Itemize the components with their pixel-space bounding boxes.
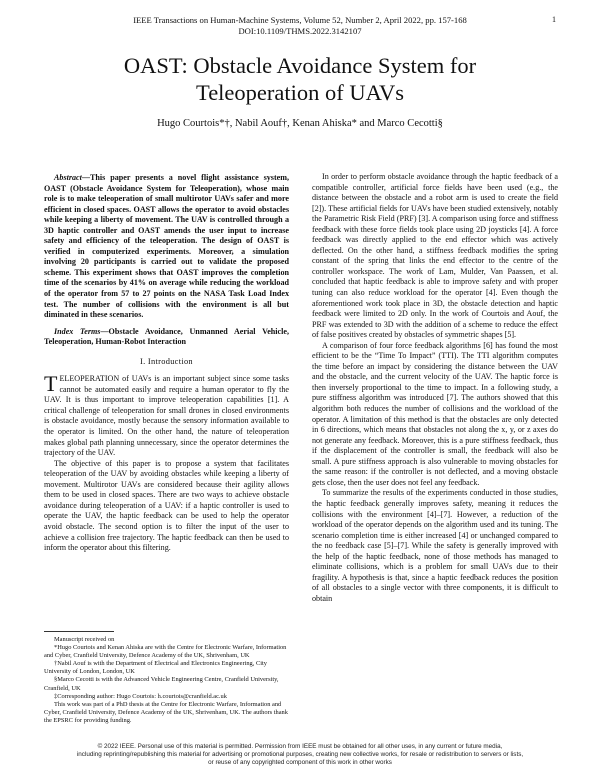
footnote-funding: This work was part of a PhD thesis at the Centre for Electronic Warfare, Information and Cyber, Cranfield University, Defence Academy of the UK, Shrivenham, UK. The authors thank the EPSRC for providing funding. <box>44 700 288 724</box>
intro-paragraph-1-text: ELEOPERATION of UAVs is an important subject since some tasks cannot be automated easily and require a human operator to fly the UAV. It is thus important to improve teleoperation capabilities [1]. A critical challenge of teleoperation for small drones in closed environments is obstacle avoidance, mostly because the sensory information available to the operator is limited. On the other hand, the nature of teleoperation makes global path planning unnecessary, since the operator determines the trajectory of the UAV. <box>44 374 289 458</box>
intro-paragraph-1 <box>44 371 289 458</box>
footnote-affiliation-3: §Marco Cecotti is with the Advanced Vehicle Engineering Centre, Cranfield University, Cranfield, UK <box>44 676 279 692</box>
journal-citation: IEEE Transactions on Human-Machine Systems, Volume 52, Number 2, April 2022, pp. 157-168 <box>133 15 467 25</box>
footnote-affiliation-1: *Hugo Courtois and Kenan Ahiska are with the Centre for Electronic Warfare, Information and Cyber, Cranfield University, Defence Academy of the UK, Shrivenham, UK <box>44 644 287 660</box>
drop-cap: T <box>44 371 58 397</box>
index-terms-label: Index Terms <box>54 326 101 336</box>
footnote-corresponding: ‡Corresponding author: Hugo Courtois: h.courtois@cranfield.ac.uk <box>54 692 227 700</box>
title-line-2: Teleoperation of UAVs <box>196 80 404 105</box>
left-column <box>44 173 289 554</box>
section-heading: I. Introduction <box>140 356 193 366</box>
index-terms-text: —Obstacle Avoidance, Unmanned Aerial Vehicle, Teleoperation, Human-Robot Interaction <box>44 326 289 347</box>
author-list: Hugo Courtois*†, Nabil Aouf†, Kenan Ahiska* and Marco Cecotti§ <box>157 118 443 129</box>
doi: DOI:10.1109/THMS.2022.3142107 <box>238 25 362 36</box>
footnote-rule <box>44 631 114 632</box>
copyright-line-2: including reprinting/republishing this material for advertising or promotional purposes, creating new collective works, for resale or redistribution to servers or lists, <box>76 751 524 759</box>
body-paragraph-1: In order to perform obstacle avoidance through the haptic feedback of a compatible controller, artificial force fields have been used (e.g., the distance between the obstacle and a robot arm is used to create the field [2]). These artificial fields for UAVs have been studied extensively, notably the Parametric Risk Field (PRF) [3]. A comparison using force and stiffness feedback with these force fields took place using 2D joysticks [4]. A force feedback was directly applied to the end effector which was actively deflected. On the other hand, a stiffness feedback modifies the spring constant of the spring that links the end effector to the centre of the controller workspace. The work of Lam, Mulder, Van Paassen, et al. concluded that haptic feedback is able to improve safety and with proper tuning can also reduce workload for the operator [4]. Even though the aforementioned work took place in 3D, the obstacle detection and haptic feedback were limited to 2D only. In the work of Courtois and Aouf, the PRF was extended to 3D with the addition of a scheme to reduce the effect of false positives created by obstacles of symmetric shapes [5]. <box>312 172 558 340</box>
running-header <box>0 15 600 36</box>
abstract-text: —This paper presents a novel flight assistance system, OAST (Obstacle Avoidance System for Teleoperation), whose main role is to make teleoperation of small multirotor UAVs safer and more efficient in closed spaces. OAST allows the operator to avoid obstacles while keeping a liberty of movement. The UAV is controlled through a 3D haptic controller and OAST amends the user input to increase safety and efficiency of the teleoperation. The design of OAST is verified in computerized experiments. Moreover, a simulation involving 20 participants is carried out to validate the proposed scheme. This experiment shows that OAST improves the completion time of the scenarios by 41% on average while reducing the workload of the operator from 57 to 27 points on the NASA Task Load Index test. The number of collisions with the environment is all but diminated in these scenarios. <box>44 173 289 320</box>
copyright-line-3: or reuse of any copyrighted component of this work in other works <box>208 759 392 767</box>
index-terms <box>44 327 289 348</box>
page-number: 1 <box>552 15 556 24</box>
footnote-affiliation-2: †Nabil Aouf is with the Department of Electrical and Electronics Engineering, City University of London, London, UK <box>44 660 267 676</box>
abstract-label: Abstract <box>54 173 82 182</box>
right-column <box>312 172 558 604</box>
intro-paragraph-2: The objective of this paper is to propose a system that facilitates teleoperation of the UAV by avoiding obstacles while keeping a liberty of movement. Multirotor UAVs are considered because their agility allows them to be used in closed spaces. There are two ways to achieve obstacle avoidance during teleoperation of a UAV: if a haptic controller is used to operate the UAV, the haptic feedback can be used to help the operator avoid obstacle. The second option is to filter the input of the user to achieve a collision free trajectory. The haptic feedback can then be used to inform the operator about this filtering. <box>44 458 289 553</box>
footnotes <box>44 636 289 725</box>
body-paragraph-2: A comparison of four force feedback algorithms [6] has found the most efficient to be the “Time To Impact” (TTI). The TTI algorithm computes the time before an impact by considering the distance between the UAV and the obstacle, and the current velocity of the UAV. The haptic force is then inversely proportional to the time to impact. In a following study, a pure stiffness algorithm was introduced [7]. The authors showed that this algorithm both reduces the number of collisions and the workload of the operator. A limitation of this method is that the obstacles are only detected in 6 directions, which means that obstacles not along the x, y, or z axes do not generate any feedback. Moreover, this is a pure stiffness feedback, thus if the displacement of the controller is small, the feedback will also be small. A pure stiffness approach is also vulnerable to moving obstacles for the same reason: if the controller is not deflected, and a moving obstacle gets close, then the user does not feel any feedback. <box>312 340 558 487</box>
body-paragraph-3: To summarize the results of the experiments conducted in those studies, the haptic feedback generally improves safety, meaning it reduces the collisions with the environment [4]–[7]. However, a reduction of the workload of the operator depends on the algorithm used and its tuning. The scenario completion time is either increased [4] or unchanged compared to the no feedback case [5]–[7]. While the safety is generally improved with the help of the haptic feedback, none of those methods has managed to eliminate collisions, which is a problem for small UAVs due to their fragility. A hypothesis is that, since a haptic feedback reduces the position of all obstacles to a single vector with three components, it is difficult to obtain <box>312 488 558 603</box>
title-line-1: OAST: Obstacle Avoidance System for <box>123 53 477 78</box>
copyright-footer <box>0 743 600 768</box>
abstract <box>44 173 289 321</box>
footnote-received: Manuscript received on <box>54 636 115 643</box>
paper-title <box>0 52 600 106</box>
copyright-line-1: © 2022 IEEE. Personal use of this material is permitted. Permission from IEEE must be obtained for all other uses, in any current or future media, <box>97 743 503 750</box>
